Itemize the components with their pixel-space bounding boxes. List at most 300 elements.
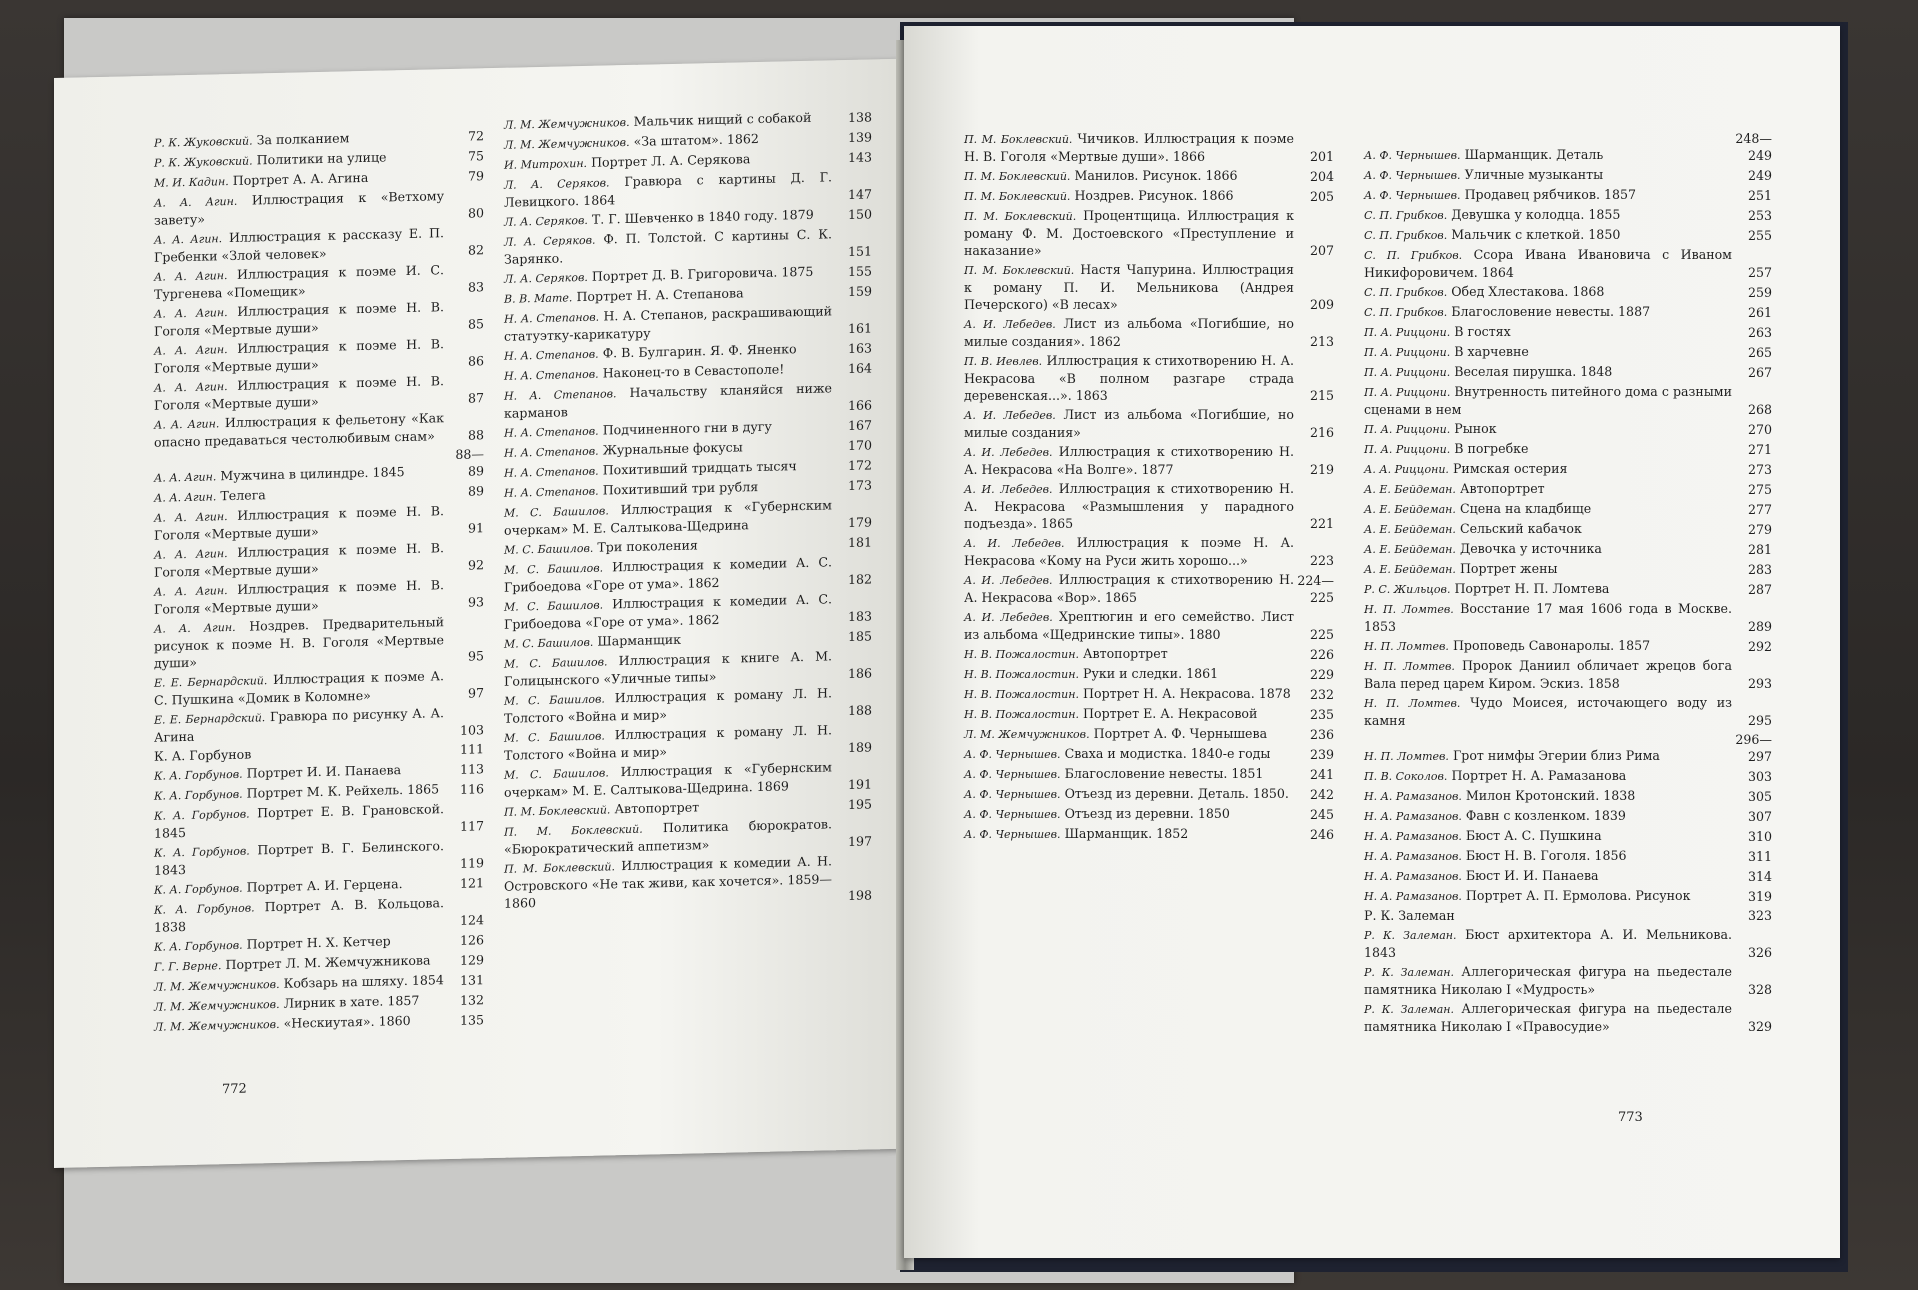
entry-author: А. Е. Бейдеман. bbox=[1364, 503, 1456, 516]
entry-author: Л. М. Жемчужников. bbox=[504, 135, 630, 152]
entry-title: Портрет А. А. Агина bbox=[232, 169, 369, 188]
index-entry bbox=[964, 261, 1334, 313]
entry-page-number: 205 bbox=[1309, 189, 1334, 204]
entry-title: Портрет И. И. Панаева bbox=[246, 762, 402, 781]
entry-title: Портрет жены bbox=[1459, 561, 1558, 576]
entry-title: Римская остерия bbox=[1452, 461, 1568, 476]
index-entry bbox=[1364, 460, 1772, 478]
entry-author: А. Ф. Чернышев. bbox=[1364, 149, 1461, 162]
entry-title: Подчиненного гни в дугу bbox=[602, 418, 772, 438]
entry-title: Начальству кланяйся ниже карманов bbox=[504, 380, 832, 421]
entry-author: Р. К. Жуковский. bbox=[154, 134, 253, 150]
left-column-2 bbox=[504, 107, 872, 913]
entry-page-number: 242 bbox=[1309, 787, 1334, 802]
entry-author: Н. А. Степанов. bbox=[504, 310, 600, 326]
entry-body bbox=[964, 571, 1294, 606]
entry-page-number: 292 bbox=[1747, 639, 1772, 654]
entry-author: М. С. Башилов. bbox=[504, 692, 605, 708]
entry-author: А. А. Агин. bbox=[154, 490, 217, 505]
index-entry bbox=[1364, 166, 1772, 184]
entry-title: Пророк Даниил обличает жрецов бога Вала перед царем Киром. Эскиз. 1858 bbox=[1364, 658, 1732, 691]
entry-author: П. М. Боклевский. bbox=[964, 210, 1077, 223]
entry-body bbox=[1364, 206, 1732, 224]
entry-author: С. П. Грибков. bbox=[1364, 229, 1448, 242]
entry-title: Шарманщик. Деталь bbox=[1464, 147, 1604, 162]
entry-page-number: 235 bbox=[1309, 707, 1334, 722]
entry-title: Обед Хлестакова. 1868 bbox=[1451, 284, 1605, 299]
entry-body bbox=[1364, 383, 1732, 418]
entry-title: Проповедь Савонаролы. 1857 bbox=[1452, 638, 1651, 653]
entry-page-number: 221 bbox=[1309, 516, 1334, 531]
entry-author: А. Е. Бейдеман. bbox=[1364, 483, 1456, 496]
entry-author: Н. А. Рамазанов. bbox=[1364, 790, 1462, 803]
entry-body bbox=[504, 553, 832, 595]
entry-body bbox=[964, 825, 1294, 843]
entry-page-number: 129 bbox=[459, 952, 484, 968]
entry-page-number: 166 bbox=[847, 397, 872, 413]
entry-title: Гравюра с картины Д. Г. Левицкого. 1864 bbox=[504, 169, 832, 210]
entry-author: А. И. Лебедев. bbox=[964, 537, 1065, 550]
index-entry bbox=[1364, 637, 1772, 655]
index-entry bbox=[1364, 440, 1772, 458]
entry-title: Иллюстрация к рассказу Е. П. Гребенки «Злой человек» bbox=[154, 225, 444, 265]
entry-title: Портрет Е. В. Грановской. 1845 bbox=[154, 801, 445, 841]
entry-body bbox=[154, 261, 444, 303]
entry-title: Портрет Н. Х. Кетчер bbox=[246, 933, 391, 952]
entry-title: Бюст Н. В. Гоголя. 1856 bbox=[1465, 848, 1627, 863]
page-number-right: 773 bbox=[1618, 1110, 1643, 1125]
entry-page-number: 131 bbox=[459, 972, 484, 988]
entry-title: Веселая пирушка. 1848 bbox=[1454, 364, 1613, 379]
entry-body bbox=[1364, 303, 1732, 321]
entry-author: П. А. Риццони. bbox=[1364, 326, 1451, 339]
index-entry bbox=[504, 552, 872, 595]
entry-title: Лист из альбома «Погибшие, но милые создания». 1862 bbox=[964, 316, 1294, 349]
entry-title: Чудо Моисея, источающего воду из камня bbox=[1364, 695, 1732, 728]
entry-author: Е. Е. Бернардский. bbox=[154, 674, 268, 690]
entry-page-number: 245 bbox=[1309, 807, 1334, 822]
entry-page-number: 239 bbox=[1309, 747, 1334, 762]
entry-title: В харчевне bbox=[1454, 344, 1529, 359]
entry-body bbox=[504, 647, 832, 689]
entry-title: Н. А. Степанов, раскрашивающий статуэтку-карикатуру bbox=[504, 303, 832, 344]
entry-body bbox=[1364, 580, 1732, 598]
entry-author: А. А. Агин. bbox=[154, 470, 217, 485]
index-entry bbox=[1364, 907, 1772, 924]
entry-title: Уличные музыканты bbox=[1464, 167, 1604, 182]
index-entry bbox=[1364, 926, 1772, 961]
entry-body bbox=[154, 576, 444, 618]
entry-body bbox=[154, 224, 444, 266]
entry-body bbox=[1364, 747, 1732, 765]
index-entry bbox=[964, 765, 1334, 783]
entry-body bbox=[1364, 560, 1732, 578]
index-entry bbox=[964, 443, 1334, 478]
index-entry bbox=[1364, 226, 1772, 244]
entry-page-number: 229 bbox=[1309, 667, 1334, 682]
entry-author: Н. П. Ломтев. bbox=[1364, 750, 1449, 763]
index-entry bbox=[504, 301, 872, 344]
entry-page-number: 279 bbox=[1747, 522, 1772, 537]
entry-title: Внутренность питейного дома с разными сценами в нем bbox=[1364, 384, 1732, 417]
entry-title: Грот нимфы Эгерии близ Рима bbox=[1452, 748, 1660, 763]
entry-body bbox=[964, 705, 1294, 723]
entry-body bbox=[154, 502, 444, 544]
entry-body bbox=[1364, 540, 1732, 558]
entry-title: Т. Г. Шевченко в 1840 году. 1879 bbox=[591, 206, 814, 227]
entry-author: Н. П. Ломтев. bbox=[1364, 697, 1461, 710]
entry-body bbox=[1364, 907, 1732, 924]
index-entry bbox=[504, 646, 872, 689]
entry-author: М. С. Башилов. bbox=[504, 541, 594, 557]
entry-title: Ссора Ивана Ивановича с Иваном Никифоровичем. 1864 bbox=[1364, 247, 1732, 280]
entry-page-number: 268 bbox=[1747, 402, 1772, 417]
entry-title: Иллюстрация к стихотворению Н. А. Некрасова «Размышления у парадного подъезда». 1865 bbox=[964, 481, 1294, 531]
entry-page-number: 172 bbox=[847, 457, 872, 473]
entry-author: П. А. Риццони. bbox=[1364, 423, 1451, 436]
entry-author: К. А. Горбунов. bbox=[154, 938, 243, 954]
entry-title: Иллюстрация к поэме Н. В. Гоголя «Мертвые души» bbox=[154, 299, 444, 339]
entry-title: Ф. В. Булгарин. Я. Ф. Яненко bbox=[602, 341, 797, 361]
entry-page-number: 283 bbox=[1747, 562, 1772, 577]
index-entry bbox=[1364, 827, 1772, 845]
entry-author: А. Ф. Чернышев. bbox=[964, 788, 1061, 801]
entry-author: А. А. Агин. bbox=[154, 194, 238, 210]
index-entry bbox=[964, 725, 1334, 743]
entry-title: Портрет Е. А. Некрасовой bbox=[1083, 706, 1258, 721]
entry-body bbox=[504, 684, 832, 726]
index-entry bbox=[1364, 206, 1772, 224]
index-entry bbox=[504, 814, 872, 857]
entry-page-number: 85 bbox=[467, 316, 484, 332]
index-entry bbox=[154, 799, 484, 841]
index-entry bbox=[1364, 887, 1772, 905]
index-entry bbox=[504, 851, 872, 911]
entry-page-number: 281 bbox=[1747, 542, 1772, 557]
index-entry bbox=[1364, 807, 1772, 825]
entry-body bbox=[1364, 283, 1732, 301]
index-entry bbox=[1364, 731, 1772, 765]
entry-body bbox=[504, 225, 832, 267]
entry-title: «За штатом». 1862 bbox=[633, 131, 759, 149]
entry-page-number: 191 bbox=[847, 776, 872, 792]
entry-page-number: 89 bbox=[467, 483, 484, 499]
entry-page-number: 179 bbox=[847, 514, 872, 530]
entry-title: Лист из альбома «Погибшие, но милые создания» bbox=[964, 407, 1294, 440]
index-entry bbox=[964, 745, 1334, 763]
entry-title: Отъезд из деревни. Деталь. 1850. bbox=[1064, 786, 1289, 801]
entry-body bbox=[964, 406, 1294, 441]
entry-page-number: 293 bbox=[1747, 676, 1772, 691]
entry-title: Отъезд из деревни. 1850 bbox=[1064, 806, 1230, 821]
index-entry bbox=[964, 534, 1334, 569]
entry-title: Процентщица. Иллюстрация к роману Ф. М. Достоевского «Преступление и наказание» bbox=[964, 208, 1295, 258]
index-entry bbox=[154, 297, 484, 339]
entry-author: А. А. Агин. bbox=[154, 510, 228, 525]
entry-body bbox=[1364, 500, 1732, 518]
index-entry bbox=[504, 683, 872, 726]
entry-body bbox=[1364, 787, 1732, 805]
entry-title: Портрет Н. А. Некрасова. 1878 bbox=[1083, 686, 1291, 701]
entry-title: Три поколения bbox=[597, 537, 698, 555]
index-entry bbox=[154, 334, 484, 376]
entry-body bbox=[154, 704, 444, 746]
entry-body bbox=[1364, 363, 1732, 381]
index-entry bbox=[1364, 420, 1772, 438]
entry-title: Мужчина в цилиндре. 1845 bbox=[220, 464, 405, 484]
entry-title: Ф. П. Толстой. С картины С. К. Зарянко. bbox=[504, 226, 832, 267]
entry-body bbox=[964, 645, 1294, 663]
entry-page-number: 173 bbox=[847, 477, 872, 493]
entry-author: П. А. Риццони. bbox=[1364, 386, 1451, 399]
entry-page-number: 111 bbox=[459, 741, 484, 757]
index-entry bbox=[964, 406, 1334, 441]
index-entry bbox=[1364, 500, 1772, 518]
entry-page-number: 113 bbox=[459, 761, 484, 777]
entry-author: С. П. Грибков. bbox=[1364, 286, 1448, 299]
entry-title: К. А. Горбунов bbox=[154, 746, 252, 764]
entry-title: Политика бюрократов. «Бюрократический аппетизм» bbox=[504, 816, 832, 857]
index-entry bbox=[1364, 323, 1772, 341]
entry-author: Н. В. Пожалостин. bbox=[964, 668, 1079, 681]
entry-page-number: 271 bbox=[1747, 442, 1772, 457]
entry-body bbox=[504, 496, 832, 538]
entry-author: Н. В. Пожалостин. bbox=[964, 708, 1079, 721]
index-entry bbox=[1364, 520, 1772, 538]
entry-body bbox=[504, 758, 832, 800]
entry-author: Л. А. Серяков. bbox=[504, 213, 588, 229]
entry-page-number: 164 bbox=[847, 360, 872, 376]
index-entry bbox=[154, 666, 484, 708]
entry-title: Благословение невесты. 1887 bbox=[1451, 304, 1651, 319]
index-entry bbox=[504, 720, 872, 763]
entry-page-number: 246 bbox=[1309, 827, 1334, 842]
entry-author: Н. А. Рамазанов. bbox=[1364, 850, 1462, 863]
entry-page-number: 88 bbox=[467, 427, 484, 443]
entry-body bbox=[1364, 847, 1732, 865]
entry-body bbox=[154, 335, 444, 377]
entry-page-number: 314 bbox=[1747, 869, 1772, 884]
entry-author: П. А. Риццони. bbox=[1364, 346, 1451, 359]
entry-page-number: 163 bbox=[847, 340, 872, 356]
entry-title: Иллюстрация к «Губернским очеркам» М. Е. Салтыкова-Щедрина bbox=[504, 497, 832, 538]
entry-title: Похитивший тридцать тысяч bbox=[602, 458, 797, 478]
entry-body bbox=[1364, 166, 1732, 184]
index-entry bbox=[1364, 540, 1772, 558]
entry-body bbox=[1364, 827, 1732, 845]
entry-author: П. М. Боклевский. bbox=[964, 170, 1071, 183]
entry-author: Р. С. Жильцов. bbox=[1364, 583, 1451, 596]
entry-author: А. Ф. Чернышев. bbox=[1364, 169, 1461, 182]
entry-page-number: 273 bbox=[1747, 462, 1772, 477]
index-entry bbox=[154, 371, 484, 413]
index-entry bbox=[964, 685, 1334, 703]
index-entry bbox=[964, 645, 1334, 663]
entry-page-number: 204 bbox=[1309, 169, 1334, 184]
index-entry bbox=[154, 893, 484, 935]
entry-body bbox=[1364, 480, 1732, 498]
entry-body bbox=[964, 785, 1294, 803]
index-entry bbox=[154, 612, 484, 671]
entry-page-number: 82 bbox=[467, 242, 484, 258]
entry-page-number: 328 bbox=[1747, 982, 1772, 997]
entry-author: А. Ф. Чернышев. bbox=[1364, 189, 1461, 202]
entry-page-number: 329 bbox=[1747, 1019, 1772, 1034]
index-entry bbox=[964, 665, 1334, 683]
entry-body bbox=[504, 815, 832, 857]
entry-author: Л. А. Серяков. bbox=[504, 270, 588, 286]
entry-title: Милон Кротонский. 1838 bbox=[1465, 788, 1636, 803]
entry-body bbox=[964, 130, 1294, 165]
entry-body bbox=[1364, 600, 1732, 635]
entry-title: Ноздрев. Рисунок. 1866 bbox=[1074, 188, 1234, 203]
entry-author: А. А. Агин. bbox=[154, 417, 220, 432]
entry-body bbox=[154, 409, 444, 451]
entry-author: Р. К. Залеман. bbox=[1364, 1003, 1455, 1016]
entry-page-number: 150 bbox=[847, 206, 872, 222]
left-page bbox=[54, 58, 916, 1168]
entry-body bbox=[964, 765, 1294, 783]
entry-author: П. В. Соколов. bbox=[1364, 770, 1448, 783]
entry-page-number: 207 bbox=[1309, 243, 1334, 258]
index-entry bbox=[1364, 130, 1772, 164]
entry-body bbox=[504, 590, 832, 632]
entry-title: За полканием bbox=[256, 130, 350, 148]
entry-page-number: 103 bbox=[459, 722, 484, 738]
entry-body bbox=[504, 168, 832, 210]
entry-title: Шарманщик. 1852 bbox=[1064, 826, 1189, 841]
entry-title: Продавец рябчиков. 1857 bbox=[1464, 187, 1637, 202]
entry-page-number: 287 bbox=[1747, 582, 1772, 597]
entry-page-number: 303 bbox=[1747, 769, 1772, 784]
index-entry bbox=[964, 167, 1334, 185]
entry-title: Портрет Н. А. Степанова bbox=[576, 285, 744, 305]
entry-title: Автопортрет bbox=[1459, 481, 1545, 496]
entry-title: Бюст А. С. Пушкина bbox=[1465, 828, 1602, 843]
entry-body bbox=[1364, 887, 1732, 905]
entry-page-number: 183 bbox=[847, 608, 872, 624]
entry-page-number: 197 bbox=[847, 833, 872, 849]
index-entry bbox=[1364, 657, 1772, 692]
entry-page-number: 126 bbox=[459, 932, 484, 948]
entry-title: Лирник в хате. 1857 bbox=[283, 992, 420, 1011]
index-entry bbox=[1364, 1000, 1772, 1035]
entry-page-number: 182 bbox=[847, 571, 872, 587]
entry-author: В. В. Мате. bbox=[504, 291, 573, 306]
entry-page-number: 119 bbox=[459, 855, 484, 871]
entry-body bbox=[504, 852, 832, 911]
entry-page-number: 151 bbox=[847, 243, 872, 259]
entry-page-number: 307 bbox=[1747, 809, 1772, 824]
index-entry bbox=[1364, 694, 1772, 729]
left-column-1 bbox=[154, 126, 484, 1037]
entry-body bbox=[1364, 807, 1732, 825]
entry-page-number: 181 bbox=[847, 534, 872, 550]
entry-title: Р. К. Залеман bbox=[1364, 908, 1455, 923]
entry-title: Руки и следки. 1861 bbox=[1083, 666, 1219, 681]
right-page bbox=[904, 26, 1840, 1258]
entry-page-number: 138 bbox=[847, 109, 872, 125]
entry-body bbox=[964, 352, 1294, 404]
entry-title: Портрет А. И. Герцена. bbox=[246, 876, 403, 895]
entry-author: К. А. Горбунов. bbox=[154, 881, 243, 897]
entry-body bbox=[964, 534, 1294, 569]
entry-page-number: 326 bbox=[1747, 945, 1772, 960]
entry-page-number: 83 bbox=[467, 279, 484, 295]
entry-author: М. С. Башилов. bbox=[504, 635, 594, 651]
entry-author: Л. М. Жемчужников. bbox=[154, 977, 280, 994]
entry-title: Сваха и модистка. 1840-е годы bbox=[1064, 746, 1271, 761]
entry-page-number: 226 bbox=[1309, 647, 1334, 662]
entry-title: Иллюстрация к поэме Н. В. Гоголя «Мертвые души» bbox=[154, 373, 444, 413]
index-entry bbox=[504, 495, 872, 538]
index-entry bbox=[964, 315, 1334, 350]
entry-title: Ноздрев. Предварительный рисунок к поэме Н. В. Гоголя «Мертвые души» bbox=[154, 614, 444, 671]
entry-page-number: 75 bbox=[467, 148, 484, 164]
entry-title: Иллюстрация к комедии А. Н. Островского «Не так живи, как хочется». 1859—1860 bbox=[504, 853, 832, 911]
entry-author: А. А. Агин. bbox=[154, 584, 228, 599]
entry-title: Шарманщик bbox=[597, 631, 681, 649]
entry-body bbox=[1364, 637, 1732, 655]
entry-page-number: 124 bbox=[459, 912, 484, 928]
entry-body bbox=[1364, 867, 1732, 885]
entry-author: М. С. Башилов. bbox=[504, 766, 609, 782]
entry-author: Н. А. Степанов. bbox=[504, 444, 599, 460]
entry-author: Р. К. Залеман. bbox=[1364, 966, 1455, 979]
entry-title: Иллюстрация к стихотворению Н. А. Некрасова «Вор». 1865 bbox=[964, 572, 1294, 605]
entry-body bbox=[964, 665, 1294, 683]
index-entry bbox=[1364, 383, 1772, 418]
entry-page-number: 201 bbox=[1309, 149, 1334, 164]
entry-body bbox=[1364, 246, 1732, 281]
entry-author: И. Митрохин. bbox=[504, 156, 588, 172]
entry-author: А. А. Агин. bbox=[154, 232, 223, 247]
index-entry bbox=[1364, 343, 1772, 361]
index-entry bbox=[1364, 787, 1772, 805]
entry-body bbox=[1364, 767, 1732, 785]
entry-title: В гостях bbox=[1454, 324, 1511, 339]
entry-body bbox=[1364, 926, 1732, 961]
entry-page-number: 311 bbox=[1747, 849, 1772, 864]
entry-page-number: 223 bbox=[1309, 553, 1334, 568]
index-entry bbox=[1364, 480, 1772, 498]
entry-page-number: 219 bbox=[1309, 462, 1334, 477]
entry-author: Н. П. Ломтев. bbox=[1364, 660, 1455, 673]
entry-body bbox=[154, 800, 444, 842]
entry-author: М. С. Башилов. bbox=[504, 598, 604, 614]
entry-title: Мальчик с клеткой. 1850 bbox=[1451, 227, 1621, 242]
entry-body bbox=[154, 372, 444, 414]
entry-page-number: 224—225 bbox=[1297, 573, 1334, 605]
entry-body bbox=[1364, 963, 1732, 998]
entry-title: Автопортрет bbox=[614, 799, 700, 817]
entry-author: М. С. Башилов. bbox=[504, 561, 604, 577]
entry-page-number: 139 bbox=[847, 129, 872, 145]
index-entry bbox=[1364, 303, 1772, 321]
right-column-1 bbox=[964, 130, 1334, 845]
entry-author: А. А. Агин. bbox=[154, 380, 228, 395]
entry-page-number: 275 bbox=[1747, 482, 1772, 497]
entry-author: Л. М. Жемчужников. bbox=[964, 728, 1090, 741]
entry-page-number: 209 bbox=[1309, 297, 1334, 312]
entry-page-number: 236 bbox=[1309, 727, 1334, 742]
entry-body bbox=[964, 167, 1294, 185]
entry-author: А. Ф. Чернышев. bbox=[964, 768, 1061, 781]
entry-title: Иллюстрация к «Губернским очеркам» М. Е. Салтыкова-Щедрина. 1869 bbox=[504, 759, 832, 800]
entry-body bbox=[964, 608, 1294, 643]
entry-body bbox=[1364, 657, 1732, 692]
entry-page-number: 87 bbox=[467, 390, 484, 406]
